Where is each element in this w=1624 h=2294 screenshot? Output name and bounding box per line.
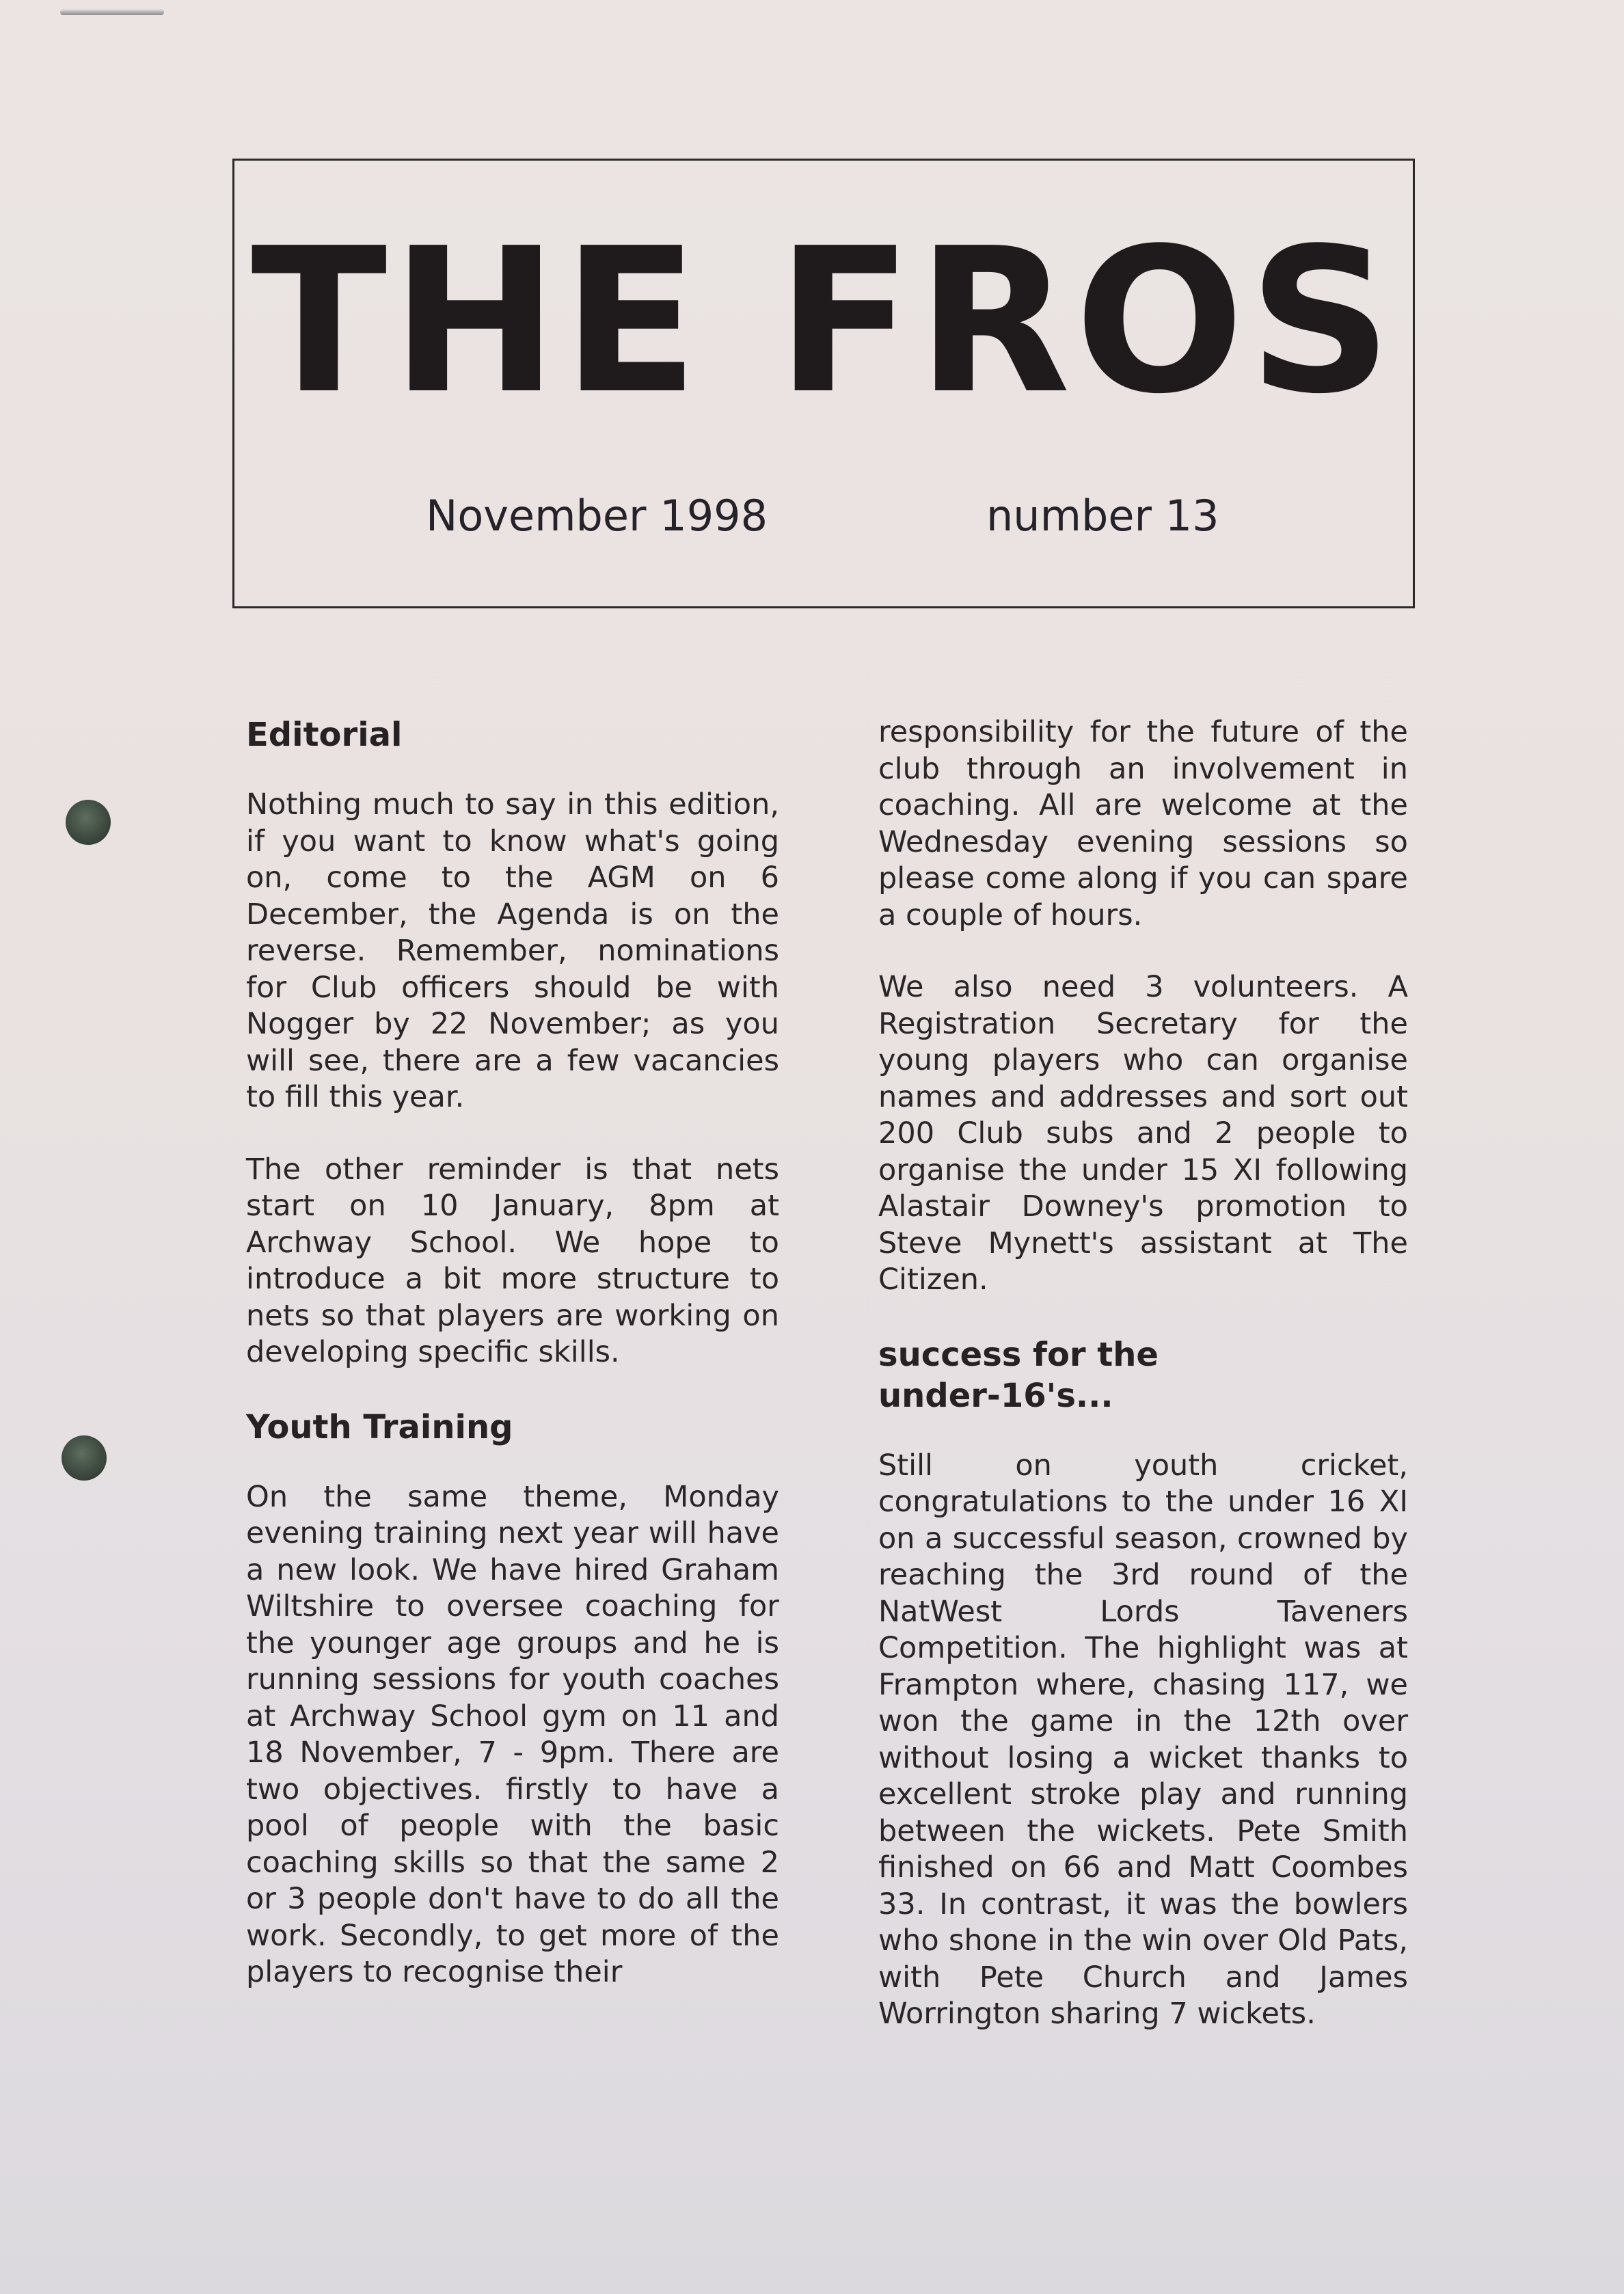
youth-training-heading: Youth Training: [246, 1407, 513, 1446]
issue-date: November 1998: [426, 491, 768, 541]
under16-heading-line2: under-16's...: [878, 1376, 1113, 1415]
editorial-paragraph: The other reminder is that nets start on 10 January, 8pm at Archway School. We hope to introduce a bit more structure to nets so that players are working on developing specific skills.: [246, 1152, 779, 1369]
left-column: [246, 714, 779, 1991]
editorial-paragraph: Nothing much to say in this edition, if you want to know what's going on, come to the AGM on 6 December, the Agenda is on the reverse. Remember, nominations for Club officers should be with Nogger by 22 November; as you will see, there are a few vacancies to fill this year.: [246, 787, 779, 1114]
under16-heading: [878, 1334, 1408, 1416]
punch-hole-icon: [66, 800, 111, 845]
editorial-heading: Editorial: [246, 716, 403, 754]
staple: [60, 10, 164, 15]
right-column: [878, 714, 1408, 2033]
under16-paragraph: Still on youth cricket, congratulations to the under 16 XI on a successful season, crowned by reaching the 3rd round of the NatWest Lords Taveners Competition. The highlight was at Frampton where, chasing 117, we won the game in the 12th over without losing a wicket thanks to excellent stroke play and running between the wickets. Pete Smith finished on 66 and Matt Coombes 33. In contrast, it was the bowlers who shone in the win over Old Pats, with Pete Church and James Worrington sharing 7 wickets.: [878, 1448, 1408, 2031]
issue-number: number 13: [986, 491, 1219, 541]
newsletter-title: THE FROS: [251, 205, 1396, 437]
youth-training-paragraph: We also need 3 volunteers. A Registration Secretary for the young players who can organise names and addresses and sort out 200 Club subs and 2 people to organise the under 15 XI following Alastair Downey's promotion to Steve Mynett's assistant at The Citizen.: [878, 970, 1408, 1297]
under16-heading-line1: success for the: [878, 1335, 1159, 1374]
punch-hole-icon: [62, 1435, 107, 1481]
masthead: [232, 159, 1415, 608]
youth-training-paragraph: responsibility for the future of the club through an involvement in coaching. All are welcome at the Wednesday evening sessions so please come along if you can spare a couple of hours.: [878, 715, 1408, 932]
youth-training-paragraph: On the same theme, Monday evening training next year will have a new look. We have hired Graham Wiltshire to oversee coaching for the younger age groups and he is running sessions for youth coaches at Archway School gym on 11 and 18 November, 7 - 9pm. There are two objectives. firstly to have a pool of people with the basic coaching skills so that the same 2 or 3 people don't have to do all the work. Secondly, to get more of the players to recognise their: [246, 1479, 779, 1989]
